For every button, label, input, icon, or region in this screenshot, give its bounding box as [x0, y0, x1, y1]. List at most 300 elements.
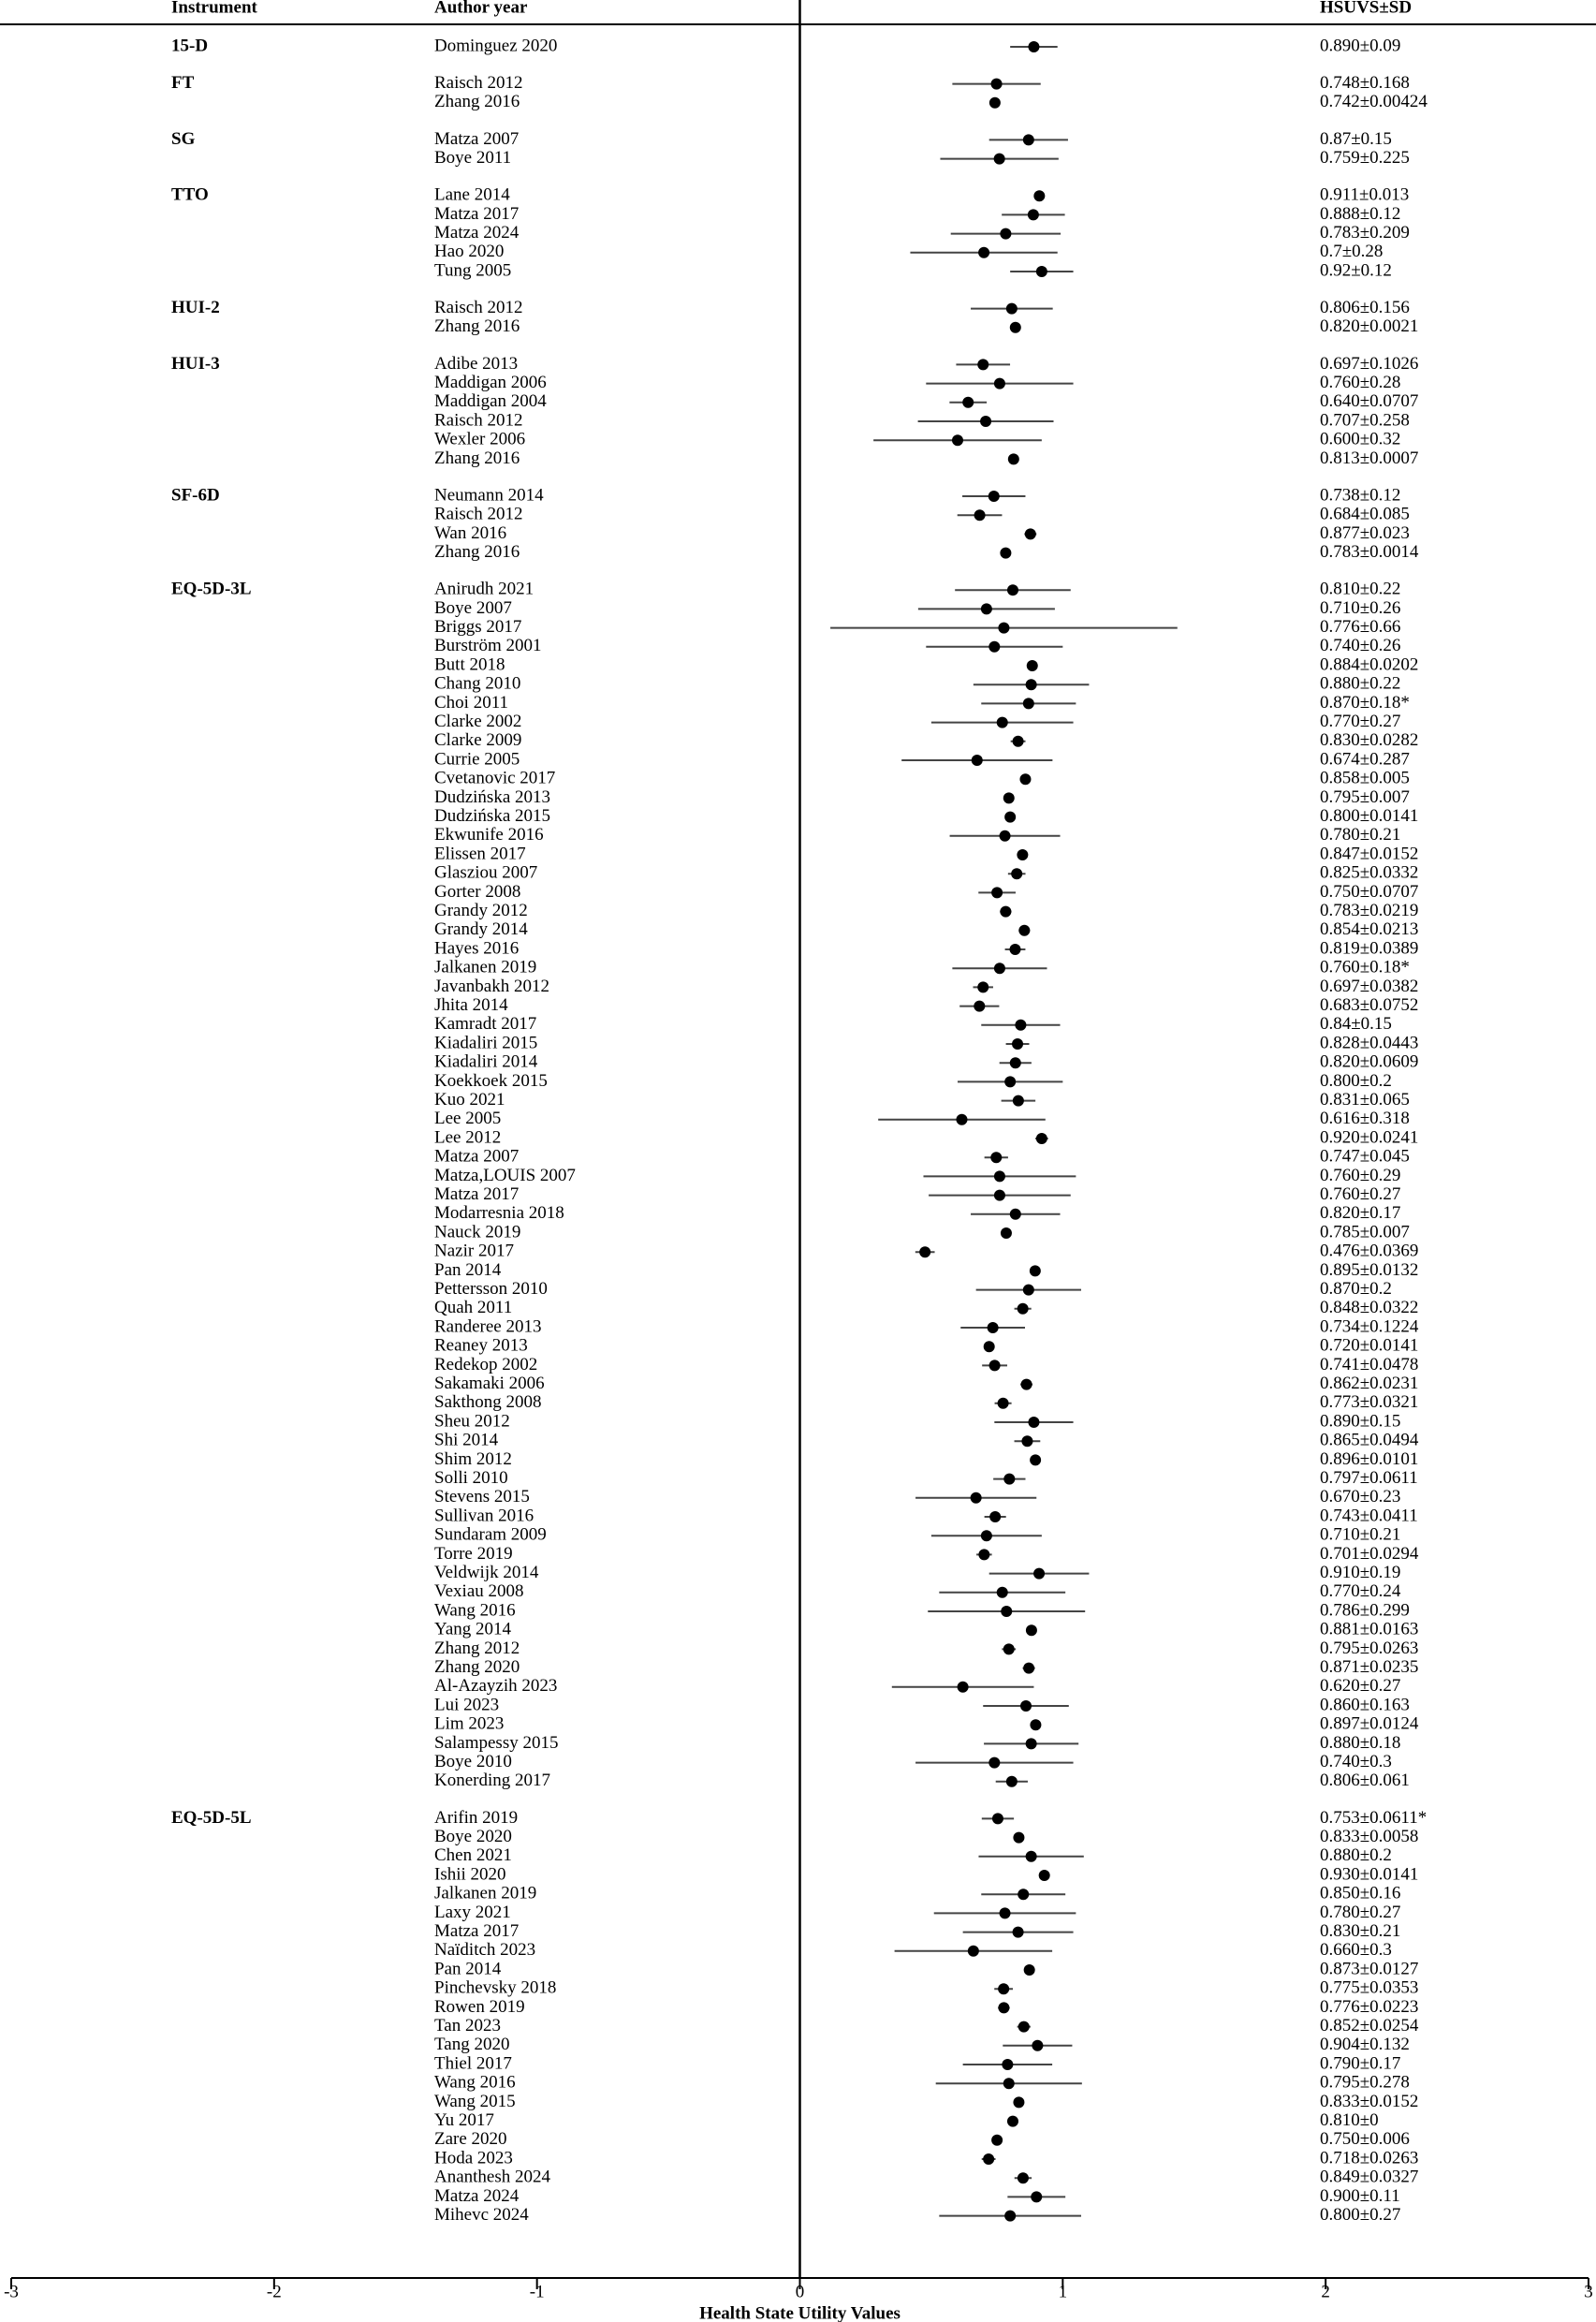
- group-label: FT: [171, 72, 195, 93]
- study-label: Konerding 2017: [434, 1771, 551, 1791]
- mean-point: [1033, 190, 1045, 201]
- study-label: Nazir 2017: [434, 1241, 514, 1261]
- study-value: 0.797±0.0611: [1320, 1467, 1418, 1488]
- study-value: 0.783±0.209: [1320, 222, 1410, 242]
- mean-point: [974, 509, 986, 521]
- study-label: Solli 2010: [434, 1467, 508, 1488]
- study-label: Raisch 2012: [434, 72, 523, 93]
- mean-point: [1028, 1417, 1039, 1428]
- x-tick-label: -3: [4, 2282, 19, 2302]
- study-value: 0.911±0.013: [1320, 184, 1410, 205]
- study-value: 0.854±0.0213: [1320, 919, 1419, 940]
- study-label: Pan 2014: [434, 1259, 502, 1280]
- study-label: Vexiau 2008: [434, 1581, 524, 1602]
- mean-point: [1013, 736, 1024, 747]
- study-label: Wexler 2006: [434, 429, 526, 449]
- study-label: Shim 2012: [434, 1448, 512, 1469]
- x-tick-label: 2: [1321, 2282, 1330, 2302]
- study-label: Wang 2015: [434, 2091, 516, 2111]
- mean-point: [972, 755, 983, 766]
- study-value: 0.795±0.0263: [1320, 1638, 1419, 1658]
- study-value: 0.718±0.0263: [1320, 2148, 1419, 2168]
- mean-point: [1023, 1285, 1034, 1296]
- study-label: Pettersson 2010: [434, 1278, 548, 1299]
- study-label: Naïditch 2023: [434, 1940, 536, 1961]
- mean-point: [988, 641, 1000, 653]
- mean-point: [991, 887, 1003, 898]
- mean-point: [994, 963, 1005, 974]
- mean-point: [994, 378, 1005, 389]
- study-value: 0.753±0.0611*: [1320, 1807, 1428, 1828]
- mean-point: [958, 1682, 969, 1693]
- study-value: 0.92±0.12: [1320, 260, 1392, 281]
- study-label: Wang 2016: [434, 2072, 516, 2093]
- study-value: 0.820±0.0609: [1320, 1051, 1419, 1072]
- mean-point: [989, 1359, 1001, 1371]
- mean-point: [1004, 812, 1016, 823]
- mean-point: [1000, 228, 1011, 240]
- mean-point: [1012, 1038, 1023, 1050]
- mean-point: [1000, 906, 1011, 918]
- study-value: 0.84±0.15: [1320, 1014, 1392, 1035]
- mean-point: [994, 1190, 1005, 1201]
- study-label: Chang 2010: [434, 673, 521, 694]
- study-value: 0.900±0.11: [1320, 2185, 1400, 2206]
- study-value: 0.895±0.0132: [1320, 1259, 1419, 1280]
- study-label: Lim 2023: [434, 1713, 505, 1734]
- group-label: SG: [171, 128, 196, 149]
- study-label: Zhang 2016: [434, 316, 520, 337]
- mean-point: [1003, 1643, 1015, 1654]
- study-value: 0.870±0.18*: [1320, 692, 1410, 713]
- header-value: HSUVS±SD: [1320, 0, 1413, 18]
- study-label: Rowen 2019: [434, 1996, 525, 2017]
- mean-point: [1000, 1907, 1011, 1918]
- mean-point: [997, 1587, 1008, 1598]
- study-label: Tung 2005: [434, 260, 512, 281]
- study-value: 0.740±0.26: [1320, 636, 1401, 656]
- study-value: 0.850±0.16: [1320, 1883, 1401, 1903]
- study-value: 0.734±0.1224: [1320, 1316, 1419, 1337]
- study-label: Koekkoek 2015: [434, 1070, 548, 1091]
- study-label: Boye 2007: [434, 597, 512, 618]
- mean-point: [1021, 1435, 1032, 1447]
- study-value: 0.710±0.26: [1320, 597, 1401, 618]
- study-value: 0.748±0.168: [1320, 72, 1410, 93]
- study-label: Dominguez 2020: [434, 36, 558, 56]
- study-value: 0.800±0.27: [1320, 2204, 1401, 2225]
- study-value: 0.776±0.0223: [1320, 1996, 1419, 2017]
- study-label: Yu 2017: [434, 2109, 494, 2130]
- study-value: 0.833±0.0058: [1320, 1826, 1419, 1846]
- study-value: 0.820±0.17: [1320, 1203, 1401, 1224]
- x-axis-title: Health State Utility Values: [699, 2303, 900, 2322]
- mean-point: [1023, 698, 1034, 709]
- study-value: 0.785±0.007: [1320, 1222, 1410, 1242]
- study-value: 0.800±0.2: [1320, 1070, 1392, 1091]
- mean-point: [988, 1757, 1000, 1769]
- study-value: 0.476±0.0369: [1320, 1241, 1419, 1261]
- study-value: 0.780±0.27: [1320, 1902, 1401, 1922]
- study-value: 0.640±0.0707: [1320, 391, 1419, 412]
- study-value: 0.852±0.0254: [1320, 2015, 1419, 2035]
- study-value: 0.773±0.0321: [1320, 1392, 1419, 1413]
- group-label: HUI-2: [171, 297, 220, 317]
- mean-point: [1036, 1133, 1047, 1144]
- study-label: Lee 2005: [434, 1109, 502, 1129]
- study-value: 0.897±0.0124: [1320, 1713, 1419, 1734]
- mean-point: [990, 1152, 1002, 1163]
- study-value: 0.896±0.0101: [1320, 1448, 1419, 1469]
- study-value: 0.720±0.0141: [1320, 1335, 1419, 1356]
- mean-point: [1000, 548, 1011, 559]
- mean-point: [981, 603, 992, 614]
- mean-point: [989, 97, 1001, 109]
- study-value: 0.820±0.0021: [1320, 316, 1419, 337]
- study-label: Stevens 2015: [434, 1487, 530, 1507]
- study-value: 0.810±0.22: [1320, 579, 1401, 599]
- study-label: Butt 2018: [434, 654, 505, 675]
- study-value: 0.776±0.66: [1320, 616, 1401, 637]
- study-label: Matza,LOUIS 2007: [434, 1165, 576, 1185]
- group-label: EQ-5D-3L: [171, 579, 252, 599]
- study-label: Hayes 2016: [434, 938, 520, 959]
- study-label: Salampessy 2015: [434, 1732, 559, 1753]
- study-label: Jhita 2014: [434, 994, 508, 1015]
- study-value: 0.888±0.12: [1320, 203, 1401, 224]
- study-value: 0.871±0.0235: [1320, 1656, 1419, 1677]
- mean-point: [971, 1492, 982, 1504]
- study-label: Chen 2021: [434, 1845, 512, 1866]
- mean-point: [1031, 2191, 1042, 2202]
- mean-point: [1015, 1020, 1026, 1031]
- study-value: 0.870±0.2: [1320, 1278, 1392, 1299]
- study-label: Javanbakh 2012: [434, 976, 549, 996]
- mean-point: [956, 1114, 967, 1125]
- x-tick-label: 3: [1584, 2282, 1593, 2302]
- study-value: 0.742±0.00424: [1320, 92, 1428, 112]
- study-label: Raisch 2012: [434, 504, 523, 524]
- mean-point: [1023, 134, 1034, 145]
- mean-point: [992, 1813, 1003, 1824]
- study-value: 0.825±0.0332: [1320, 862, 1419, 883]
- study-value: 0.847±0.0152: [1320, 844, 1419, 864]
- study-value: 0.759±0.225: [1320, 147, 1410, 168]
- study-value: 0.783±0.0014: [1320, 541, 1419, 562]
- mean-point: [962, 397, 974, 408]
- study-value: 0.890±0.15: [1320, 1411, 1401, 1432]
- study-value: 0.848±0.0322: [1320, 1298, 1419, 1318]
- study-label: Veldwijk 2014: [434, 1562, 539, 1582]
- mean-point: [1030, 1265, 1041, 1276]
- mean-point: [1027, 660, 1038, 671]
- study-value: 0.738±0.12: [1320, 485, 1401, 506]
- study-value: 0.865±0.0494: [1320, 1430, 1419, 1450]
- mean-point: [1026, 1738, 1037, 1749]
- study-value: 0.697±0.0382: [1320, 976, 1419, 996]
- study-value: 0.904±0.132: [1320, 2035, 1410, 2055]
- study-label: Gorter 2008: [434, 881, 521, 902]
- mean-point: [978, 1549, 989, 1560]
- study-value: 0.877±0.023: [1320, 522, 1410, 543]
- study-value: 0.828±0.0443: [1320, 1033, 1419, 1053]
- mean-point: [1004, 1076, 1016, 1087]
- mean-point: [1017, 849, 1028, 860]
- study-label: Laxy 2021: [434, 1902, 511, 1922]
- mean-point: [1010, 1057, 1021, 1068]
- study-label: Raisch 2012: [434, 410, 523, 431]
- mean-point: [1010, 944, 1021, 955]
- mean-point: [1006, 1776, 1018, 1787]
- study-label: Randeree 2013: [434, 1316, 542, 1337]
- mean-point: [998, 623, 1009, 634]
- study-value: 0.881±0.0163: [1320, 1619, 1419, 1639]
- mean-point: [998, 1983, 1009, 1994]
- study-value: 0.831±0.065: [1320, 1089, 1410, 1110]
- study-label: Jalkanen 2019: [434, 1883, 537, 1903]
- study-label: Boye 2010: [434, 1751, 512, 1771]
- study-value: 0.858±0.005: [1320, 768, 1410, 788]
- x-tick-label: -2: [266, 2282, 282, 2302]
- mean-point: [998, 2002, 1009, 2013]
- study-label: Hao 2020: [434, 242, 505, 262]
- study-value: 0.910±0.19: [1320, 1562, 1401, 1582]
- study-value: 0.750±0.006: [1320, 2129, 1410, 2150]
- study-value: 0.800±0.0141: [1320, 805, 1419, 826]
- mean-point: [1024, 1964, 1035, 1976]
- mean-point: [1003, 2078, 1015, 2089]
- group-label: SF-6D: [171, 485, 220, 506]
- mean-point: [1028, 41, 1039, 52]
- mean-point: [989, 1511, 1001, 1522]
- study-label: Tang 2020: [434, 2035, 510, 2055]
- mean-point: [1018, 2172, 1029, 2183]
- study-label: Currie 2005: [434, 749, 520, 770]
- study-label: Neumann 2014: [434, 485, 544, 506]
- mean-point: [974, 1001, 985, 1012]
- group-label: HUI-3: [171, 353, 220, 374]
- mean-point: [988, 491, 1000, 502]
- mean-point: [1036, 266, 1047, 277]
- study-label: Zhang 2012: [434, 1638, 520, 1658]
- study-value: 0.833±0.0152: [1320, 2091, 1419, 2111]
- group-label: 15-D: [171, 36, 209, 56]
- mean-point: [1019, 773, 1031, 785]
- study-label: Maddigan 2006: [434, 372, 547, 392]
- study-label: Zhang 2016: [434, 92, 520, 112]
- mean-point: [1011, 868, 1022, 879]
- study-label: Matza 2017: [434, 203, 520, 224]
- mean-point: [997, 717, 1008, 728]
- mean-point: [1018, 1303, 1029, 1315]
- study-value: 0.740±0.3: [1320, 1751, 1392, 1771]
- mean-point: [1026, 1624, 1037, 1636]
- mean-point: [1013, 1832, 1024, 1844]
- study-value: 0.795±0.278: [1320, 2072, 1410, 2093]
- mean-point: [1008, 453, 1019, 464]
- study-label: Kiadaliri 2015: [434, 1033, 538, 1053]
- study-label: Glasziou 2007: [434, 862, 538, 883]
- mean-point: [1018, 2021, 1030, 2033]
- study-value: 0.707±0.258: [1320, 410, 1410, 431]
- study-value: 0.775±0.0353: [1320, 1977, 1419, 1998]
- study-value: 0.710±0.21: [1320, 1524, 1401, 1545]
- study-label: Reaney 2013: [434, 1335, 528, 1356]
- study-label: Quah 2011: [434, 1298, 513, 1318]
- mean-point: [1002, 2059, 1013, 2070]
- study-label: Sullivan 2016: [434, 1506, 534, 1526]
- mean-point: [1020, 1700, 1032, 1712]
- mean-point: [1030, 1719, 1041, 1730]
- study-label: Grandy 2012: [434, 900, 528, 920]
- study-label: Arifin 2019: [434, 1807, 519, 1828]
- study-value: 0.770±0.24: [1320, 1581, 1401, 1602]
- mean-point: [998, 1398, 1009, 1409]
- study-value: 0.87±0.15: [1320, 128, 1392, 149]
- study-label: Matza 2024: [434, 2185, 520, 2206]
- mean-point: [1001, 1606, 1012, 1617]
- mean-point: [968, 1946, 979, 1957]
- study-label: Sheu 2012: [434, 1411, 510, 1432]
- mean-point: [977, 359, 988, 370]
- mean-point: [1023, 1663, 1034, 1674]
- study-value: 0.806±0.156: [1320, 297, 1410, 317]
- study-value: 0.806±0.061: [1320, 1771, 1410, 1791]
- study-value: 0.600±0.32: [1320, 429, 1401, 449]
- study-value: 0.684±0.085: [1320, 504, 1410, 524]
- study-label: Grandy 2014: [434, 919, 528, 940]
- study-label: Cvetanovic 2017: [434, 768, 556, 788]
- group-label: EQ-5D-5L: [171, 1807, 252, 1828]
- study-label: Wang 2016: [434, 1600, 516, 1621]
- mean-point: [994, 154, 1005, 165]
- study-value: 0.697±0.1026: [1320, 353, 1419, 374]
- mean-point: [983, 2153, 994, 2165]
- x-tick-label: 1: [1058, 2282, 1068, 2302]
- study-label: Kiadaliri 2014: [434, 1051, 538, 1072]
- mean-point: [1021, 1379, 1032, 1390]
- study-value: 0.873±0.0127: [1320, 1959, 1419, 1979]
- mean-point: [1003, 792, 1015, 803]
- study-value: 0.813±0.0007: [1320, 448, 1419, 468]
- study-label: Lane 2014: [434, 184, 510, 205]
- study-value: 0.683±0.0752: [1320, 994, 1419, 1015]
- mean-point: [1010, 1209, 1021, 1220]
- study-value: 0.7±0.28: [1320, 242, 1384, 262]
- study-label: Zhang 2020: [434, 1656, 520, 1677]
- study-label: Lee 2012: [434, 1127, 502, 1148]
- study-label: Mihevc 2024: [434, 2204, 529, 2225]
- study-value: 0.880±0.2: [1320, 1845, 1392, 1866]
- mean-point: [981, 1530, 992, 1541]
- study-label: Sakamaki 2006: [434, 1373, 545, 1393]
- study-value: 0.920±0.0241: [1320, 1127, 1419, 1148]
- study-label: Anirudh 2021: [434, 579, 534, 599]
- study-value: 0.884±0.0202: [1320, 654, 1419, 675]
- mean-point: [1026, 679, 1037, 690]
- mean-point: [988, 1322, 999, 1333]
- study-value: 0.670±0.23: [1320, 1487, 1401, 1507]
- study-value: 0.620±0.27: [1320, 1676, 1401, 1697]
- study-label: Sakthong 2008: [434, 1392, 542, 1413]
- mean-point: [1013, 2096, 1024, 2108]
- mean-point: [977, 981, 988, 992]
- header-instrument: Instrument: [171, 0, 257, 18]
- study-value: 0.890±0.09: [1320, 36, 1401, 56]
- mean-point: [1006, 303, 1018, 315]
- study-label: Dudzińska 2015: [434, 805, 551, 826]
- study-value: 0.795±0.007: [1320, 786, 1410, 807]
- study-label: Al-Azayzih 2023: [434, 1676, 558, 1697]
- study-label: Matza 2017: [434, 1920, 520, 1941]
- mean-point: [1007, 2116, 1018, 2127]
- mean-point: [980, 416, 991, 427]
- study-label: Kamradt 2017: [434, 1014, 537, 1035]
- mean-point: [1001, 1227, 1012, 1239]
- study-value: 0.830±0.0282: [1320, 730, 1419, 751]
- study-value: 0.674±0.287: [1320, 749, 1410, 770]
- study-value: 0.880±0.18: [1320, 1732, 1401, 1753]
- study-value: 0.741±0.0478: [1320, 1354, 1419, 1374]
- mean-point: [1010, 322, 1021, 333]
- study-value: 0.660±0.3: [1320, 1940, 1392, 1961]
- study-value: 0.616±0.318: [1320, 1109, 1410, 1129]
- study-label: Kuo 2021: [434, 1089, 505, 1110]
- study-value: 0.760±0.27: [1320, 1183, 1401, 1204]
- mean-point: [1003, 1474, 1015, 1485]
- study-label: Clarke 2002: [434, 711, 522, 731]
- study-label: Wan 2016: [434, 522, 507, 543]
- study-label: Thiel 2017: [434, 2053, 512, 2074]
- mean-point: [1007, 584, 1018, 595]
- study-label: Jalkanen 2019: [434, 957, 537, 977]
- study-label: Zhang 2016: [434, 448, 520, 468]
- study-label: Burström 2001: [434, 636, 542, 656]
- mean-point: [1013, 1095, 1024, 1107]
- study-label: Pan 2014: [434, 1959, 502, 1979]
- study-value: 0.760±0.18*: [1320, 957, 1410, 977]
- study-label: Clarke 2009: [434, 730, 522, 751]
- mean-point: [1000, 830, 1011, 842]
- study-label: Redekop 2002: [434, 1354, 538, 1374]
- mean-point: [984, 1341, 995, 1352]
- study-value: 0.786±0.299: [1320, 1600, 1410, 1621]
- mean-point: [978, 247, 989, 258]
- study-value: 0.760±0.29: [1320, 1165, 1401, 1185]
- mean-point: [994, 1170, 1005, 1182]
- study-value: 0.783±0.0219: [1320, 900, 1419, 920]
- study-label: Matza 2007: [434, 128, 520, 149]
- study-label: Dudzińska 2013: [434, 786, 551, 807]
- mean-point: [952, 434, 963, 446]
- study-value: 0.849±0.0327: [1320, 2167, 1419, 2187]
- mean-point: [1004, 2211, 1016, 2222]
- mean-point: [1028, 209, 1039, 220]
- study-label: Elissen 2017: [434, 844, 526, 864]
- study-value: 0.750±0.0707: [1320, 881, 1419, 902]
- study-label: Boye 2020: [434, 1826, 512, 1846]
- header-author-year: Author year: [434, 0, 528, 18]
- study-label: Ekwunife 2016: [434, 825, 544, 845]
- mean-point: [919, 1246, 930, 1257]
- mean-point: [1032, 2040, 1043, 2051]
- mean-point: [1039, 1870, 1050, 1881]
- study-value: 0.830±0.21: [1320, 1920, 1401, 1941]
- study-value: 0.770±0.27: [1320, 711, 1401, 731]
- study-label: Shi 2014: [434, 1430, 499, 1450]
- study-value: 0.743±0.0411: [1320, 1506, 1418, 1526]
- mean-point: [1018, 1888, 1029, 1900]
